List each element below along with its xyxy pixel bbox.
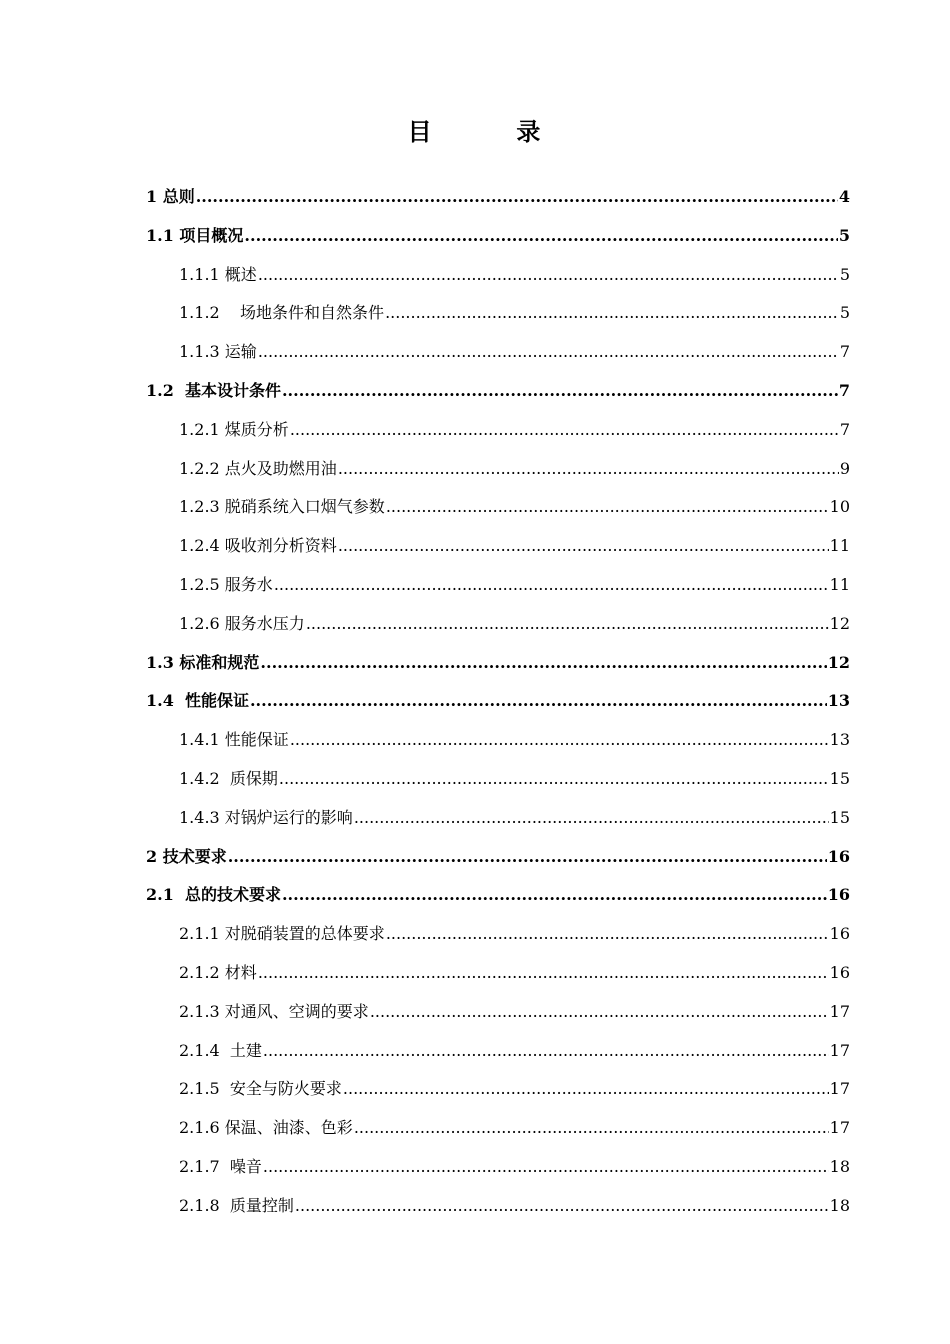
toc-entry-label: 1.1 项目概况 bbox=[146, 225, 244, 245]
toc-entry-page-number: 5 bbox=[838, 225, 850, 245]
toc-entry-label: 1.4.2 质保期 bbox=[179, 768, 278, 788]
toc-entry-page-number: 10 bbox=[829, 497, 850, 517]
toc-entry-label: 1.2.6 服务水压力 bbox=[179, 613, 305, 633]
toc-entry-label: 2.1.6 保温、油漆、色彩 bbox=[179, 1118, 353, 1138]
toc-entry[interactable] bbox=[146, 566, 850, 605]
toc-entry-label: 2.1.3 对通风、空调的要求 bbox=[179, 1001, 369, 1021]
toc-entry[interactable] bbox=[146, 644, 850, 683]
dot-leader bbox=[354, 1109, 829, 1148]
toc-entry[interactable] bbox=[146, 372, 850, 411]
toc-entry[interactable] bbox=[146, 178, 850, 217]
toc-entry-page-number: 15 bbox=[829, 807, 850, 827]
dot-leader bbox=[196, 178, 838, 217]
toc-entry-page-number: 11 bbox=[829, 574, 850, 594]
toc-entry-label: 1.2.3 脱硝系统入口烟气参数 bbox=[179, 497, 385, 517]
dot-leader bbox=[385, 294, 839, 333]
toc-entry-page-number: 17 bbox=[829, 1040, 850, 1060]
toc-entry[interactable] bbox=[146, 993, 850, 1032]
toc-entry[interactable] bbox=[146, 411, 850, 450]
toc-entry-label: 2.1.8 质量控制 bbox=[179, 1195, 294, 1215]
dot-leader bbox=[370, 993, 829, 1032]
toc-entry-page-number: 17 bbox=[829, 1001, 850, 1021]
toc-entry[interactable] bbox=[146, 217, 850, 256]
toc-entry[interactable] bbox=[146, 333, 850, 372]
toc-entry-page-number: 13 bbox=[829, 730, 850, 750]
dot-leader bbox=[258, 954, 829, 993]
toc-entry-page-number: 12 bbox=[829, 613, 850, 633]
dot-leader bbox=[228, 838, 827, 877]
toc-entry-page-number: 17 bbox=[829, 1079, 850, 1099]
toc-entry-page-number: 11 bbox=[829, 536, 850, 556]
toc-entry-label: 1.2.4 吸收剂分析资料 bbox=[179, 536, 337, 556]
dot-leader bbox=[343, 1070, 829, 1109]
toc-entry[interactable] bbox=[146, 1109, 850, 1148]
toc-entry-label: 2 技术要求 bbox=[146, 846, 227, 866]
toc-entry-label: 1.3 标准和规范 bbox=[146, 652, 260, 672]
toc-entry[interactable] bbox=[146, 838, 850, 877]
toc-entry-page-number: 5 bbox=[839, 264, 850, 284]
toc-entry[interactable] bbox=[146, 256, 850, 295]
toc-entry-label: 1.1.2 场地条件和自然条件 bbox=[179, 303, 385, 323]
toc-entry-label: 2.1.5 安全与防火要求 bbox=[179, 1079, 342, 1099]
toc-entry-page-number: 15 bbox=[829, 768, 850, 788]
dot-leader bbox=[263, 1032, 829, 1071]
toc-entry[interactable] bbox=[146, 605, 850, 644]
dot-leader bbox=[258, 256, 839, 295]
dot-leader bbox=[260, 644, 826, 683]
toc-entry[interactable] bbox=[146, 1032, 850, 1071]
toc-entry-page-number: 16 bbox=[829, 924, 850, 944]
dot-leader bbox=[244, 217, 837, 256]
toc-entry[interactable] bbox=[146, 954, 850, 993]
toc-entry-page-number: 12 bbox=[827, 652, 850, 672]
toc-entry-page-number: 7 bbox=[838, 380, 850, 400]
toc-entry-page-number: 13 bbox=[827, 691, 850, 711]
toc-entry-page-number: 18 bbox=[829, 1195, 850, 1215]
toc-entry[interactable] bbox=[146, 527, 850, 566]
toc-entry[interactable] bbox=[146, 760, 850, 799]
toc-entry-page-number: 7 bbox=[839, 419, 850, 439]
toc-entry-label: 1.2.1 煤质分析 bbox=[179, 419, 289, 439]
table-of-contents bbox=[146, 178, 850, 1226]
toc-entry[interactable] bbox=[146, 721, 850, 760]
dot-leader bbox=[279, 760, 829, 799]
toc-entry[interactable] bbox=[146, 450, 850, 489]
dot-leader bbox=[282, 876, 827, 915]
toc-entry[interactable] bbox=[146, 915, 850, 954]
toc-entry-label: 1.4 性能保证 bbox=[146, 691, 249, 711]
toc-entry-label: 1.2.2 点火及助燃用油 bbox=[179, 458, 337, 478]
toc-entry[interactable] bbox=[146, 1187, 850, 1226]
page-title: 目 录 bbox=[407, 118, 543, 146]
toc-entry-label: 1.2 基本设计条件 bbox=[146, 380, 281, 400]
toc-entry-page-number: 9 bbox=[839, 458, 850, 478]
toc-entry-page-number: 5 bbox=[839, 303, 850, 323]
toc-entry-label: 1.4.3 对锅炉运行的影响 bbox=[179, 807, 353, 827]
dot-leader bbox=[290, 411, 839, 450]
toc-entry[interactable] bbox=[146, 682, 850, 721]
dot-leader bbox=[295, 1187, 829, 1226]
dot-leader bbox=[282, 372, 838, 411]
toc-entry[interactable] bbox=[146, 876, 850, 915]
toc-entry-label: 2.1.2 材料 bbox=[179, 962, 257, 982]
toc-entry-page-number: 16 bbox=[827, 885, 850, 905]
toc-entry-label: 2.1.1 对脱硝装置的总体要求 bbox=[179, 924, 385, 944]
toc-entry-page-number: 16 bbox=[827, 846, 850, 866]
toc-entry-page-number: 16 bbox=[829, 962, 850, 982]
toc-entry-label: 1 总则 bbox=[146, 187, 195, 206]
toc-entry-page-number: 18 bbox=[829, 1156, 850, 1176]
toc-entry-label: 2.1.4 土建 bbox=[179, 1040, 262, 1060]
dot-leader bbox=[258, 333, 839, 372]
dot-leader bbox=[306, 605, 829, 644]
toc-entry-label: 1.2.5 服务水 bbox=[179, 574, 273, 594]
toc-entry-page-number: 7 bbox=[839, 342, 850, 362]
toc-entry-label: 1.4.1 性能保证 bbox=[179, 730, 289, 750]
dot-leader bbox=[338, 527, 829, 566]
toc-entry-label: 2.1 总的技术要求 bbox=[146, 885, 281, 905]
toc-entry[interactable] bbox=[146, 294, 850, 333]
toc-entry-page-number: 4 bbox=[838, 187, 850, 206]
toc-entry-label: 1.1.3 运输 bbox=[179, 342, 257, 362]
toc-entry[interactable] bbox=[146, 1070, 850, 1109]
dot-leader bbox=[250, 682, 827, 721]
dot-leader bbox=[386, 915, 829, 954]
dot-leader bbox=[338, 450, 839, 489]
toc-entry-label: 1.1.1 概述 bbox=[179, 264, 257, 284]
toc-entry[interactable] bbox=[146, 1148, 850, 1187]
dot-leader bbox=[274, 566, 829, 605]
dot-leader bbox=[386, 488, 829, 527]
toc-entry[interactable] bbox=[146, 799, 850, 838]
toc-entry-page-number: 17 bbox=[829, 1118, 850, 1138]
toc-entry-label: 2.1.7 噪音 bbox=[179, 1156, 262, 1176]
dot-leader bbox=[354, 799, 829, 838]
toc-entry[interactable] bbox=[146, 488, 850, 527]
dot-leader bbox=[263, 1148, 829, 1187]
dot-leader bbox=[290, 721, 829, 760]
